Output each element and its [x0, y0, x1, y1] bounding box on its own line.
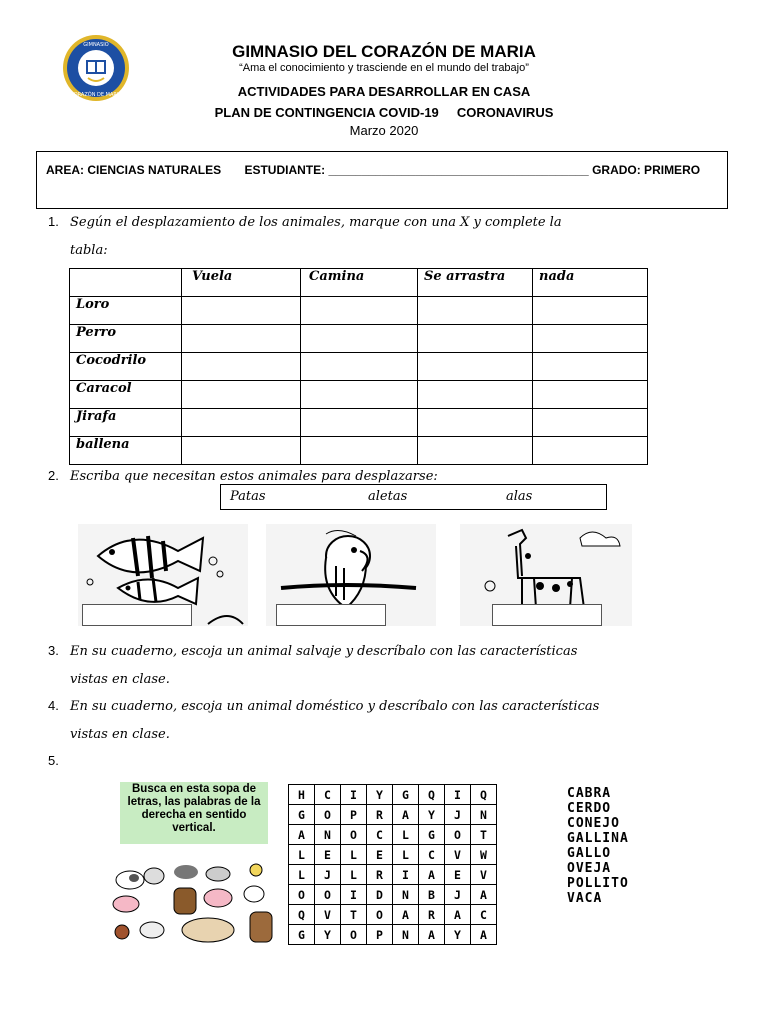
word-list-item: CERDO: [567, 801, 612, 816]
answer-cell[interactable]: [182, 381, 301, 409]
word-search-letter[interactable]: H: [289, 785, 315, 805]
word-search-letter[interactable]: A: [289, 825, 315, 845]
word-search-letter[interactable]: Y: [419, 805, 445, 825]
word-search-letter[interactable]: A: [445, 905, 471, 925]
word-search-letter[interactable]: L: [341, 865, 367, 885]
table-row: [70, 381, 648, 409]
answer-cell[interactable]: [533, 353, 648, 381]
plan-title: PLAN DE CONTINGENCIA COVID-19 CORONAVIRUS: [214, 105, 554, 120]
word-bank-item: alas: [506, 489, 533, 504]
word-list-item: OVEJA: [567, 861, 612, 876]
answer-box-fish[interactable]: [82, 604, 192, 626]
word-search-letter[interactable]: Q: [419, 785, 445, 805]
school-motto: “Ama el conocimiento y trasciende en el mundo del trabajo”: [239, 62, 529, 74]
svg-text:CORAZÓN DE MARIA: CORAZÓN DE MARIA: [70, 92, 122, 98]
answer-box-parrot[interactable]: [276, 604, 386, 626]
answer-cell[interactable]: [182, 409, 301, 437]
svg-text:GIMNASIO: GIMNASIO: [83, 42, 109, 48]
question-number: 5.: [48, 753, 59, 768]
word-bank-item: aletas: [368, 489, 408, 504]
word-search-letter[interactable]: O: [367, 905, 393, 925]
word-search-letter[interactable]: O: [341, 925, 367, 945]
table-row: [70, 409, 648, 437]
word-search-letter[interactable]: C: [367, 825, 393, 845]
answer-cell[interactable]: [418, 409, 533, 437]
answer-cell[interactable]: [533, 381, 648, 409]
word-list-item: CABRA: [567, 786, 612, 801]
table-row: [70, 325, 648, 353]
word-search-letter[interactable]: A: [471, 925, 497, 945]
word-list-item: POLLITO: [567, 876, 629, 891]
word-search-letter[interactable]: Q: [471, 785, 497, 805]
word-search-letter[interactable]: P: [367, 925, 393, 945]
answer-cell[interactable]: [182, 353, 301, 381]
word-search-letter[interactable]: O: [289, 885, 315, 905]
word-search-row: [289, 785, 497, 805]
word-search-letter[interactable]: D: [367, 885, 393, 905]
table-row: [70, 297, 648, 325]
word-search-letter[interactable]: I: [341, 885, 367, 905]
table-row: [70, 353, 648, 381]
answer-cell[interactable]: [533, 297, 648, 325]
word-search-letter[interactable]: Q: [289, 905, 315, 925]
question-number: 3.: [48, 643, 59, 658]
word-search-letter[interactable]: O: [445, 825, 471, 845]
question-text: Según el desplazamiento de los animales, marque con una X y complete la: [70, 215, 562, 230]
question-3: [48, 637, 738, 694]
animal-name: ballena: [70, 437, 182, 465]
answer-cell[interactable]: [301, 353, 418, 381]
word-search-letter[interactable]: A: [419, 925, 445, 945]
word-search-letter[interactable]: P: [341, 805, 367, 825]
word-search-letter[interactable]: V: [445, 845, 471, 865]
word-search-letter[interactable]: V: [315, 905, 341, 925]
table-header-cell: Camina: [301, 269, 418, 297]
question-4: [48, 692, 738, 749]
word-list-item: CONEJO: [567, 816, 620, 831]
word-search-letter[interactable]: A: [471, 885, 497, 905]
word-search-letter[interactable]: V: [471, 865, 497, 885]
table-header-cell: Se arrastra: [418, 269, 533, 297]
word-search-letter[interactable]: I: [393, 865, 419, 885]
word-search-letter[interactable]: I: [445, 785, 471, 805]
word-search-letter[interactable]: N: [471, 805, 497, 825]
answer-cell[interactable]: [533, 437, 648, 465]
word-search-letter[interactable]: L: [289, 865, 315, 885]
word-search-instruction: Busca en esta sopa de letras, las palabras de la derecha en sentido vertical.: [120, 782, 268, 844]
table-header-cell: Vuela: [182, 269, 301, 297]
word-search-letter[interactable]: N: [393, 885, 419, 905]
word-search-letter[interactable]: N: [315, 825, 341, 845]
answer-cell[interactable]: [301, 381, 418, 409]
question-number: 4.: [48, 698, 59, 713]
word-search-letter[interactable]: C: [419, 845, 445, 865]
info-box: [36, 151, 728, 209]
word-list-item: GALLINA: [567, 831, 629, 846]
school-name: GIMNASIO DEL CORAZÓN DE MARIA: [232, 42, 536, 61]
word-search-letter[interactable]: J: [445, 805, 471, 825]
answer-cell[interactable]: [418, 381, 533, 409]
info-text: AREA: CIENCIAS NATURALES ESTUDIANTE: _______________________________________ GRADO: PRIMERO: [46, 163, 701, 177]
answer-cell[interactable]: [182, 297, 301, 325]
word-search-letter[interactable]: C: [471, 905, 497, 925]
word-search-letter[interactable]: C: [315, 785, 341, 805]
word-search-letter[interactable]: E: [315, 845, 341, 865]
word-search-letter[interactable]: O: [341, 825, 367, 845]
word-bank-item: Patas: [230, 489, 266, 504]
table-header-row: [70, 269, 648, 297]
word-search-letter[interactable]: L: [289, 845, 315, 865]
answer-cell[interactable]: [418, 297, 533, 325]
answer-cell[interactable]: [301, 325, 418, 353]
date: Marzo 2020: [349, 123, 419, 138]
question-1: [48, 208, 738, 265]
word-search-letter[interactable]: R: [367, 865, 393, 885]
word-search-letter[interactable]: G: [289, 925, 315, 945]
word-search-letter[interactable]: J: [315, 865, 341, 885]
answer-cell[interactable]: [418, 325, 533, 353]
word-search-letter[interactable]: L: [393, 845, 419, 865]
question-text: En su cuaderno, escoja un animal salvaje y descríbalo con las características: [70, 644, 578, 659]
word-search-row: [289, 905, 497, 925]
word-search-letter[interactable]: W: [471, 845, 497, 865]
answer-cell[interactable]: [182, 437, 301, 465]
word-list-item: VACA: [567, 891, 603, 906]
word-search-row: [289, 825, 497, 845]
word-search-letter[interactable]: Y: [367, 785, 393, 805]
answer-box-giraffe[interactable]: [492, 604, 602, 626]
question-number: 1.: [48, 214, 59, 229]
question-text-cont: tabla:: [70, 243, 108, 258]
question-number: 2.: [48, 468, 59, 483]
word-search-letter[interactable]: O: [315, 885, 341, 905]
word-search-letter[interactable]: A: [393, 805, 419, 825]
word-search-letter[interactable]: O: [315, 805, 341, 825]
word-search-letter[interactable]: T: [341, 905, 367, 925]
animal-name: Cocodrilo: [70, 353, 182, 381]
word-search-letter[interactable]: Y: [445, 925, 471, 945]
table-header-cell: nada: [533, 269, 648, 297]
answer-cell[interactable]: [301, 297, 418, 325]
word-search-letter[interactable]: G: [289, 805, 315, 825]
word-search-letter[interactable]: L: [341, 845, 367, 865]
farm-animals-picture: [108, 862, 280, 946]
question-text-cont: vistas en clase.: [70, 727, 170, 742]
word-list-item: GALLO: [567, 846, 612, 861]
word-search-letter[interactable]: I: [341, 785, 367, 805]
word-search-row: [289, 845, 497, 865]
table-row: [70, 437, 648, 465]
answer-cell[interactable]: [301, 409, 418, 437]
answer-cell[interactable]: [533, 325, 648, 353]
table-header-cell: [70, 269, 182, 297]
word-search-letter[interactable]: E: [367, 845, 393, 865]
animal-name: Jirafa: [70, 409, 182, 437]
word-search-letter[interactable]: A: [419, 865, 445, 885]
answer-cell[interactable]: [533, 409, 648, 437]
answer-cell[interactable]: [182, 325, 301, 353]
locomotion-table: [69, 268, 648, 465]
school-logo: [62, 34, 130, 102]
word-search-grid: [288, 784, 497, 945]
word-search-row: [289, 925, 497, 945]
word-bank-box: [220, 484, 607, 510]
word-search-letter[interactable]: N: [393, 925, 419, 945]
question-text: Escriba que necesitan estos animales para desplazarse:: [70, 469, 438, 484]
word-search-letter[interactable]: G: [419, 825, 445, 845]
word-search-letter[interactable]: R: [419, 905, 445, 925]
word-search-letter[interactable]: R: [367, 805, 393, 825]
word-search-row: [289, 885, 497, 905]
activities-title: ACTIVIDADES PARA DESARROLLAR EN CASA: [237, 84, 531, 99]
answer-cell[interactable]: [301, 437, 418, 465]
word-search-letter[interactable]: L: [393, 825, 419, 845]
word-search-row: [289, 865, 497, 885]
word-search-letter[interactable]: J: [445, 885, 471, 905]
animal-name: Loro: [70, 297, 182, 325]
word-search-letter[interactable]: T: [471, 825, 497, 845]
word-search-letter[interactable]: A: [393, 905, 419, 925]
word-search-row: [289, 805, 497, 825]
answer-cell[interactable]: [418, 437, 533, 465]
animal-name: Perro: [70, 325, 182, 353]
word-search-letter[interactable]: Y: [315, 925, 341, 945]
question-text: En su cuaderno, escoja un animal doméstico y descríbalo con las características: [70, 699, 600, 714]
question-5: [48, 747, 738, 776]
animal-name: Caracol: [70, 381, 182, 409]
word-search-letter[interactable]: G: [393, 785, 419, 805]
answer-cell[interactable]: [418, 353, 533, 381]
question-text-cont: vistas en clase.: [70, 672, 170, 687]
word-search-letter[interactable]: E: [445, 865, 471, 885]
word-search-letter[interactable]: B: [419, 885, 445, 905]
